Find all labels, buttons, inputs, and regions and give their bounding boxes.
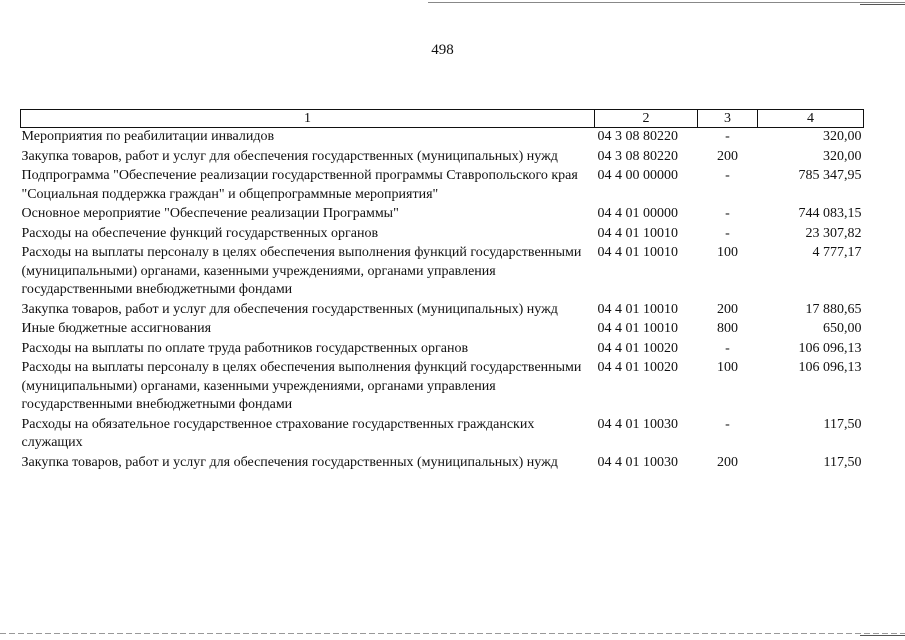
header-col-4: 4: [758, 110, 864, 128]
header-col-1: 1: [21, 110, 595, 128]
page-number: 498: [431, 42, 454, 58]
row-amount: 106 096,13: [798, 360, 862, 375]
row-code: 04 4 01 10020: [597, 360, 678, 375]
table-row: [21, 416, 864, 454]
row-expense-type: 200: [717, 454, 738, 470]
table-row: [21, 301, 864, 321]
row-name: Закупка товаров, работ и услуг для обеспечения государственных (муниципальных) нужд: [21, 454, 558, 470]
row-code: 04 4 01 10020: [597, 340, 678, 356]
row-code: 04 4 01 10030: [597, 454, 678, 470]
table-row: [21, 128, 864, 148]
row-name: Подпрограмма "Обеспечение реализации государственной программы Ставропольского края "Социальная поддержка граждан" и общепрограммные мероприятия": [21, 168, 578, 202]
row-amount: 4 777,17: [812, 245, 862, 260]
row-amount: 320,00: [823, 129, 862, 144]
row-code: 04 3 08 80220: [597, 129, 678, 144]
scan-bottom-rule-right: [860, 635, 905, 636]
scan-top-rule-right: [860, 4, 905, 5]
row-expense-type: 200: [717, 148, 738, 164]
header-col-3: 3: [698, 110, 758, 128]
budget-table: [20, 109, 864, 473]
row-name: Основное мероприятие "Обеспечение реализации Программы": [21, 206, 399, 221]
row-amount: 785 347,95: [798, 168, 862, 183]
table-row: [21, 205, 864, 225]
row-amount: 320,00: [823, 148, 862, 164]
table-row: [21, 225, 864, 245]
row-code: 04 4 01 10010: [597, 321, 678, 336]
header-row: [21, 110, 864, 128]
table-row: [21, 359, 864, 416]
row-code: 04 4 00 00000: [597, 168, 678, 183]
table-row: [21, 320, 864, 340]
row-expense-type: 100: [717, 360, 738, 375]
row-code: 04 4 01 10030: [597, 416, 678, 432]
table-header: [21, 110, 864, 128]
table-row: [21, 454, 864, 474]
row-code: 04 4 01 00000: [597, 206, 678, 221]
row-amount: 23 307,82: [805, 225, 862, 241]
header-col-2: 2: [595, 110, 698, 128]
row-expense-type: -: [725, 129, 730, 144]
row-code: 04 3 08 80220: [597, 148, 678, 164]
table-row: [21, 244, 864, 301]
row-code: 04 4 01 10010: [597, 225, 678, 241]
row-name: Расходы на обеспечение функций государственных органов: [21, 225, 379, 241]
row-expense-type: 100: [717, 245, 738, 260]
row-name: Иные бюджетные ассигнования: [21, 321, 212, 336]
row-name: Расходы на выплаты персоналу в целях обеспечения выполнения функций государственными (муниципальными) органами, казенными учреждениями, органами управления государственными внебюджетными фондами: [21, 360, 582, 412]
row-amount: 744 083,15: [798, 206, 862, 221]
row-expense-type: -: [725, 168, 730, 183]
scan-top-rule: [428, 2, 905, 3]
table-row: [21, 148, 864, 168]
row-expense-type: 200: [717, 301, 738, 317]
row-expense-type: -: [725, 340, 730, 356]
row-expense-type: 800: [717, 321, 738, 336]
row-amount: 650,00: [823, 321, 862, 336]
row-amount: 117,50: [823, 416, 862, 432]
row-expense-type: -: [725, 206, 730, 221]
row-amount: 117,50: [823, 454, 862, 470]
row-amount: 106 096,13: [798, 340, 862, 356]
row-name: Мероприятия по реабилитации инвалидов: [21, 129, 275, 144]
row-expense-type: -: [725, 416, 730, 432]
row-name: Закупка товаров, работ и услуг для обеспечения государственных (муниципальных) нужд: [21, 301, 558, 317]
table-body: [21, 128, 864, 474]
row-name: Расходы на обязательное государственное страхование государственных гражданских служащих: [21, 416, 535, 450]
table-row: [21, 340, 864, 360]
row-expense-type: -: [725, 225, 730, 241]
row-name: Расходы на выплаты по оплате труда работников государственных органов: [21, 340, 469, 356]
table-row: [21, 167, 864, 205]
scan-bottom-rule: [0, 633, 905, 634]
row-name: Закупка товаров, работ и услуг для обеспечения государственных (муниципальных) нужд: [21, 148, 558, 164]
row-amount: 17 880,65: [805, 301, 862, 317]
row-code: 04 4 01 10010: [597, 245, 678, 260]
row-name: Расходы на выплаты персоналу в целях обеспечения выполнения функций государственными (муниципальными) органами, казенными учреждениями, органами управления государственными внебюджетными фондами: [21, 245, 582, 297]
row-code: 04 4 01 10010: [597, 301, 678, 317]
